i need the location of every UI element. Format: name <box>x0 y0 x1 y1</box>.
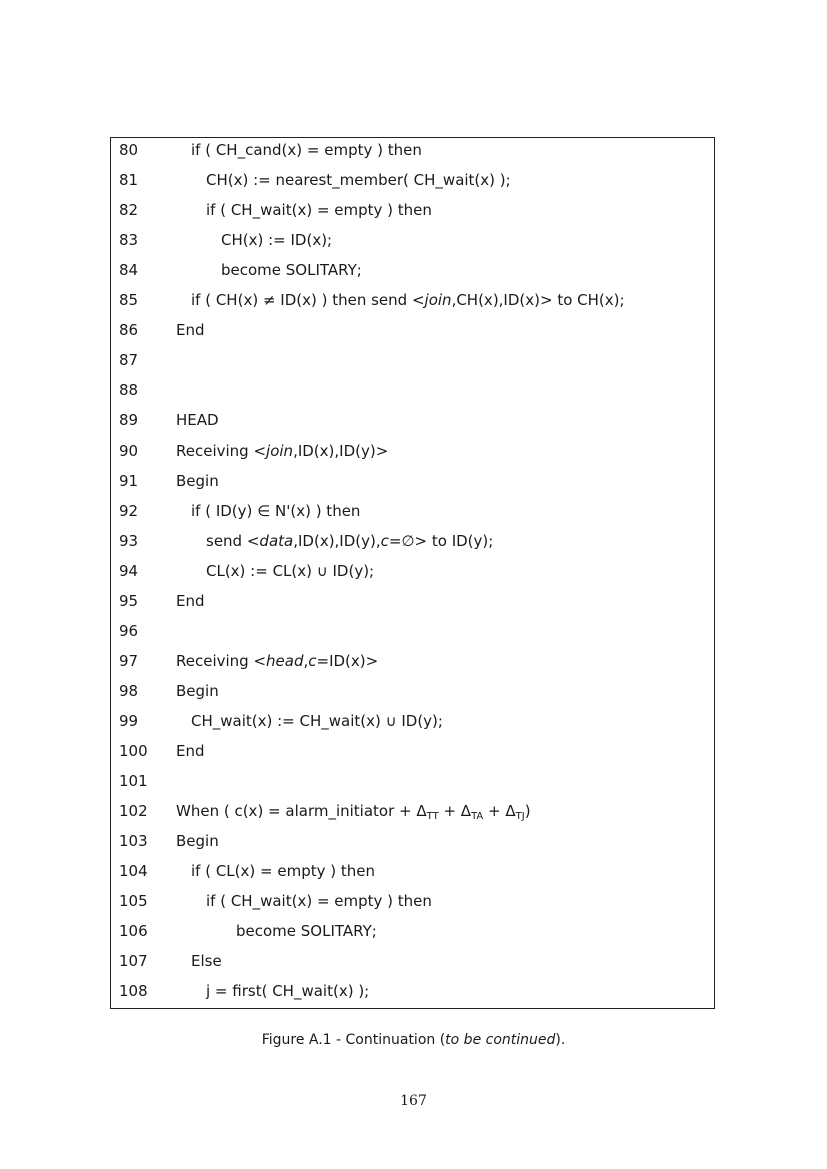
line-code <box>236 920 377 942</box>
line-code <box>176 740 205 762</box>
code-line <box>111 800 714 822</box>
code-segment: join <box>424 291 452 310</box>
line-number: 96 <box>119 621 139 640</box>
code-line <box>111 379 714 401</box>
code-line <box>111 770 714 792</box>
code-line <box>111 680 714 702</box>
line-code <box>191 289 625 311</box>
figure-caption <box>0 1030 827 1050</box>
line-code <box>206 530 493 552</box>
caption-suffix: ). <box>555 1032 566 1048</box>
code-segment: if ( CL(x) = empty ) then <box>191 862 375 881</box>
code-line <box>111 440 714 462</box>
line-number: 84 <box>119 261 139 280</box>
line-number: 105 <box>119 892 148 911</box>
line-code <box>176 470 219 492</box>
line-number: 91 <box>119 471 139 490</box>
page-number: 167 <box>400 1093 427 1109</box>
code-segment: ,ID(x),ID(y)> <box>293 441 389 460</box>
line-number: 93 <box>119 531 139 550</box>
code-line <box>111 710 714 732</box>
line-number: 83 <box>119 231 139 250</box>
code-segment: join <box>266 441 294 460</box>
code-segment: data <box>259 531 294 550</box>
line-code <box>206 169 511 191</box>
code-line <box>111 740 714 762</box>
code-segment: j = first( CH_wait(x) ); <box>206 982 370 1001</box>
caption-prefix: Figure A.1 - Continuation ( <box>261 1032 446 1048</box>
line-number: 98 <box>119 681 139 700</box>
code-segment: become SOLITARY; <box>221 261 362 280</box>
code-line <box>111 500 714 522</box>
code-line <box>111 319 714 341</box>
code-line <box>111 169 714 191</box>
code-segment: Receiving < <box>176 651 267 670</box>
line-number: 82 <box>119 201 139 220</box>
line-code <box>176 830 219 852</box>
line-number: 99 <box>119 711 139 730</box>
code-segment: if ( ID(y) ∈ N'(x) ) then <box>191 501 361 520</box>
code-segment: + Δ <box>483 802 516 821</box>
code-segment: End <box>176 742 205 760</box>
code-segment: When ( c(x) = alarm_initiator + Δ <box>176 802 427 821</box>
code-segment: =∅> to ID(y); <box>388 531 494 550</box>
line-code <box>206 199 432 221</box>
code-segment: Begin <box>176 832 219 851</box>
code-segment: head <box>266 651 304 670</box>
code-line <box>111 349 714 371</box>
code-segment: c <box>308 651 317 670</box>
code-line <box>111 289 714 311</box>
code-segment: Else <box>191 952 222 971</box>
line-code <box>176 440 388 462</box>
code-segment: ) <box>524 802 531 821</box>
caption-italic: to be continued <box>445 1032 556 1048</box>
line-code <box>176 800 531 828</box>
code-line <box>111 229 714 251</box>
line-code <box>176 650 378 672</box>
line-number: 95 <box>119 591 139 610</box>
line-number: 80 <box>119 141 139 159</box>
code-segment: CH(x) := nearest_member( CH_wait(x) ); <box>206 171 511 190</box>
code-line <box>111 950 714 972</box>
line-number: 106 <box>119 922 148 941</box>
code-line <box>111 890 714 912</box>
line-code <box>176 409 219 431</box>
line-code <box>176 319 205 341</box>
line-code <box>206 980 369 1002</box>
line-number: 107 <box>119 952 148 971</box>
line-code <box>191 950 222 972</box>
code-segment: Begin <box>176 681 219 700</box>
code-segment: if ( CH_cand(x) = empty ) then <box>191 141 422 159</box>
code-segment: TJ <box>515 811 525 823</box>
code-line <box>111 199 714 221</box>
code-segment: ,ID(x),ID(y), <box>293 531 381 550</box>
line-code <box>206 890 432 912</box>
code-segment: if ( CH(x) ≠ ID(x) ) then send < <box>191 291 425 310</box>
code-segment: End <box>176 591 205 610</box>
line-number: 87 <box>119 351 139 370</box>
code-line <box>111 830 714 852</box>
code-line <box>111 860 714 882</box>
line-number: 90 <box>119 441 139 460</box>
code-segment: , <box>303 651 309 670</box>
line-number: 100 <box>119 742 148 760</box>
code-segment: =ID(x)> <box>316 651 379 670</box>
line-number: 103 <box>119 832 148 851</box>
line-number: 88 <box>119 381 139 400</box>
line-code <box>221 229 332 251</box>
line-number: 101 <box>119 772 148 791</box>
line-number: 81 <box>119 171 139 190</box>
line-code <box>191 139 422 161</box>
code-listing-box <box>110 137 715 1009</box>
line-code <box>191 500 360 522</box>
code-segment: send < <box>206 531 260 550</box>
line-number: 102 <box>119 802 148 821</box>
line-number: 104 <box>119 862 148 881</box>
line-code <box>206 560 374 582</box>
line-number: 89 <box>119 411 139 430</box>
line-number: 94 <box>119 561 139 580</box>
code-segment: End <box>176 321 205 340</box>
code-line <box>111 650 714 672</box>
code-line <box>111 920 714 942</box>
code-segment: if ( CH_wait(x) = empty ) then <box>206 892 432 911</box>
line-number: 97 <box>119 651 139 670</box>
code-line <box>111 980 714 1002</box>
code-line <box>111 139 714 161</box>
code-line <box>111 470 714 492</box>
code-line <box>111 259 714 281</box>
code-segment: + Δ <box>438 802 472 821</box>
code-segment: ,CH(x),ID(x)> to CH(x); <box>451 291 625 310</box>
line-code <box>221 259 362 281</box>
code-segment: TT <box>426 811 439 823</box>
line-number: 85 <box>119 291 139 310</box>
code-segment: if ( CH_wait(x) = empty ) then <box>206 201 432 220</box>
line-number: 108 <box>119 982 148 1001</box>
line-code <box>191 710 443 732</box>
code-segment: Begin <box>176 471 219 490</box>
code-line <box>111 560 714 582</box>
line-code <box>191 860 375 882</box>
code-line <box>111 620 714 642</box>
code-line <box>111 409 714 431</box>
code-line <box>111 530 714 552</box>
line-number: 92 <box>119 501 139 520</box>
code-segment: Receiving < <box>176 441 267 460</box>
code-line <box>111 590 714 612</box>
code-segment: CH_wait(x) := CH_wait(x) ∪ ID(y); <box>191 711 443 730</box>
code-segment: TA <box>471 811 484 823</box>
line-number: 86 <box>119 321 139 340</box>
code-segment: become SOLITARY; <box>236 922 377 941</box>
line-code <box>176 680 219 702</box>
code-segment: c <box>380 531 389 550</box>
code-segment: CH(x) := ID(x); <box>221 231 333 250</box>
line-code <box>176 590 205 612</box>
code-segment: HEAD <box>176 411 219 430</box>
code-segment: CL(x) := CL(x) ∪ ID(y); <box>206 561 375 580</box>
